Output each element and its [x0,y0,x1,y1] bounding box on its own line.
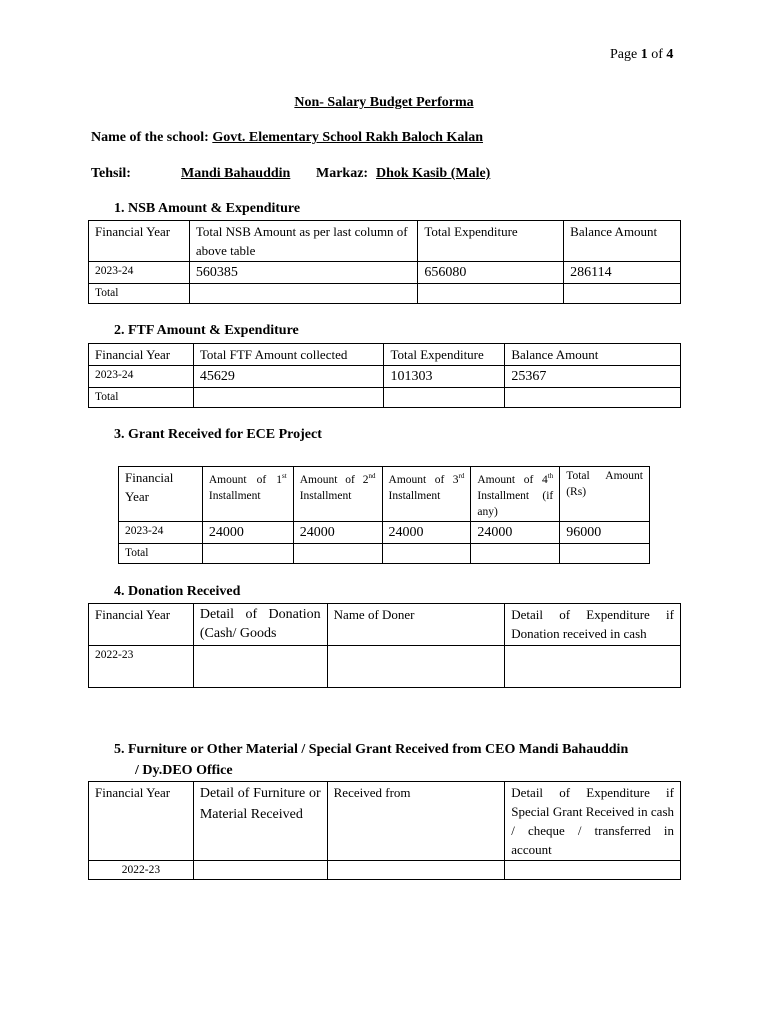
school-name: Govt. Elementary School Rakh Baloch Kalan [212,130,483,145]
tehsil-value: Mandi Bahauddin [181,166,291,181]
value-cell: 24000 [471,521,560,543]
header-cell: Amount of 1st Installment [202,467,293,522]
year-cell: 2022-23 [89,646,194,688]
header-cell: Detail of Expenditure if Donation received in cash [505,604,681,646]
value-cell: 96000 [560,521,650,543]
tehsil-label: Tehsil: [91,166,131,181]
header-cell: Total Expenditure [418,221,564,262]
value-cell: 24000 [202,521,293,543]
document-title: Non- Salary Budget Performa [294,95,474,110]
header-cell: Received from [327,782,505,861]
section-heading-furniture: 5. Furniture or Other Material / Special Grant Received from CEO Mandi Bahauddin [114,742,629,757]
year-cell: 2023-24 [89,366,194,388]
header-cell: Financial Year [89,344,194,366]
header-cell: Detail of Furniture or Material Received [193,782,327,861]
table-row [119,521,650,543]
empty-cell [564,284,681,304]
empty-cell [193,388,384,408]
value-cell: 24000 [382,521,471,543]
table-header-row [89,221,681,262]
year-cell: 2022-23 [89,861,194,880]
total-label: Total [89,388,194,408]
total-row [89,388,681,408]
value-cell: 101303 [384,366,505,388]
header-cell: Financial Year [89,604,194,646]
header-cell: Balance Amount [505,344,681,366]
ftf-table [88,343,681,408]
total-label: Total [89,284,190,304]
year-cell: 2023-24 [119,521,203,543]
school-label: Name of the school: [91,130,209,145]
empty-cell [384,388,505,408]
markaz-label: Markaz: [316,166,369,181]
table-header-row [89,782,681,861]
header-cell: Amount of 4th Installment (if any) [471,467,560,522]
section-heading-ftf: 2. FTF Amount & Expenditure [114,323,299,338]
empty-cell [202,543,293,563]
table-row [89,646,681,688]
page-label: Page [610,47,638,62]
ece-table [118,466,650,564]
value-cell: 560385 [189,262,417,284]
empty-cell [505,388,681,408]
header-cell: Total Amount (Rs) [560,467,650,522]
empty-cell [327,646,505,688]
table-row [89,366,681,388]
header-cell: Financial Year [89,221,190,262]
empty-cell [418,284,564,304]
markaz-value: Dhok Kasib (Male) [376,166,491,181]
value-cell: 24000 [293,521,382,543]
section-heading-donation: 4. Donation Received [114,584,241,599]
header-cell: Detail of Donation (Cash/ Goods [193,604,327,646]
empty-cell [560,543,650,563]
page-of: of [651,47,663,62]
table-header-row [89,604,681,646]
empty-cell [505,861,681,880]
total-row [119,543,650,563]
header-cell: Amount of 2nd Installment [293,467,382,522]
header-cell: Financial Year [119,467,203,522]
school-line [91,130,483,146]
total-label: Total [119,543,203,563]
section-heading-nsb: 1. NSB Amount & Expenditure [114,201,301,216]
page-total: 4 [666,47,674,62]
furniture-table [88,781,681,880]
section-heading-furniture-cont: / Dy.DEO Office [135,763,233,778]
table-row [89,861,681,880]
empty-cell [505,646,681,688]
header-cell: Name of Doner [327,604,505,646]
empty-cell [193,861,327,880]
value-cell: 25367 [505,366,681,388]
page-number [610,47,673,63]
nsb-table [88,220,681,304]
value-cell: 286114 [564,262,681,284]
section-heading-ece: 3. Grant Received for ECE Project [114,427,322,442]
empty-cell [471,543,560,563]
table-header-row [119,467,650,522]
empty-cell [293,543,382,563]
header-cell: Balance Amount [564,221,681,262]
total-row [89,284,681,304]
table-row [89,262,681,284]
table-header-row [89,344,681,366]
empty-cell [189,284,417,304]
header-cell: Detail of Expenditure if Special Grant Received in cash / cheque / transferred in account [505,782,681,861]
value-cell: 656080 [418,262,564,284]
header-cell: Total FTF Amount collected [193,344,384,366]
year-cell: 2023-24 [89,262,190,284]
empty-cell [327,861,505,880]
page-current: 1 [640,47,648,62]
header-cell: Total Expenditure [384,344,505,366]
header-cell: Total NSB Amount as per last column of above table [189,221,417,262]
empty-cell [382,543,471,563]
donation-table [88,603,681,688]
header-cell: Financial Year [89,782,194,861]
value-cell: 45629 [193,366,384,388]
header-cell: Amount of 3rd Installment [382,467,471,522]
empty-cell [193,646,327,688]
